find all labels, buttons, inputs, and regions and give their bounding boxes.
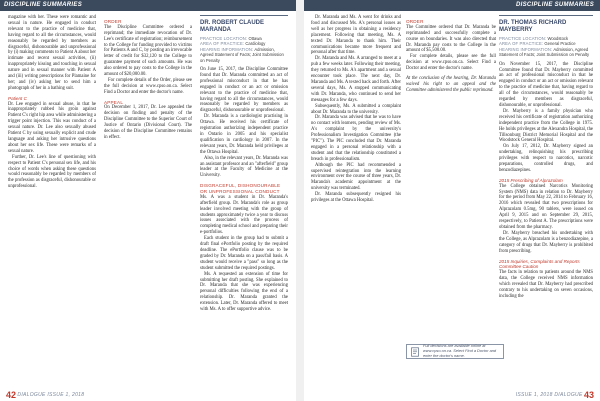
publication-right: ISSUE 1, 2018 DIALOGUE [515,391,583,398]
section-rule [499,15,593,16]
subheading-patient-c: Patient C [8,95,27,101]
column-3 [311,15,401,204]
right-footer [516,391,594,399]
paragraph: Dr. Maranda and Ms. A arranged to meet at a pub a few weeks later. Following their meeting, they returned to Ms. A's apartment and a sexual encounter took place. The next day, Dr. Maranda and Ms. A texted back and forth. After several days, Ms. A stopped communicating with Dr. Maranda, who continued to send her messages for a few days. [311,56,401,103]
area-of-practice: AREA OF PRACTICE: General Practice [499,41,576,47]
paragraph: Dr. Maranda and Ms. A went for drinks and food and discussed Ms. A's personal issues as well as her progress in obtaining a residency placement. Following that meeting, Ms. A texted Dr. Maranda to thank him. Their communications became more frequent and personal after that time. [311,15,401,56]
paragraph: The Discipline Committee ordered a reprimand; the immediate revocation of Dr. Lee's certificate of registration; reimbursement to the College for funding provided to victims for Patients A and C, by posting an irrevocable letter of credit for $32,120 to the College to guarantee payment of such amounts. He was also ordered to pay costs to the College in the amount of $20,000.00. [104,24,192,78]
section-rule [200,15,288,16]
column-1 [8,15,96,190]
paragraph-italic: At the conclusion of the hearing, Dr. Maranda waived his right to an appeal and the Committee administered the public reprimand. [406,76,496,93]
paragraph: For complete details of the Order, please see the full decision at www.cpso.on.ca. Select Find a Doctor and enter the doctor's name. [104,77,192,95]
note-text: Full decisions are available online at www.cpso.on.ca. Select Find a Doctor and enter the doctor's name. [423,343,497,358]
paragraph: Each student in the group had to submit a draft final ePortfolio posting by the required deadline. The ePortfolio clause was to be graded by Dr. Maranda on a pass/fail basis. A student would receive a "pass" so long as the student submitted the required postings. [200,236,288,271]
paragraph: On June 15, 2017, the Discipline Committee found that Dr. Maranda committed an act of professional misconduct in that he has engaged in conduct or an act or omission relevant to the practice of medicine that, having regard to all the circumstances, would reasonably be regarded by members as disgraceful, dishonourable or unprofessional. [200,67,288,114]
left-header-bar [0,0,296,11]
document-icon [410,347,420,357]
paragraph: Dr. Maranda is a cardiologist practising in Ottawa. He received his certificate of registration authorizing independent practice in Ontario in 2005 and his specialist qualification in cardiology in 2007. In the relevant years, Dr. Maranda held privileges at the Ottawa Hospital. [200,114,288,155]
paragraph: Dr. Mayberry is a family physician who received his certificate of registration authorizing independent practice from the College in 1975. He holds privileges at the Alexandra Hospital, the Tillsonburg District Memorial Hospital and the Woodstock General Hospital. [499,108,593,144]
page-number-right: 43 [583,389,594,400]
paragraph: Subsequently, Ms. A submitted a complaint about Dr. Maranda to the university. [311,103,401,115]
paragraph: For complete details, please see the full decision at www.cpso.on.ca. Select Find a Doctor and enter the doctor's name. [406,54,496,72]
paragraph: The facts in relation to patients around the NMS data, the College received NMS information which revealed that Dr. Mayberry had prescribed contrary to his undertaking on seven occasions, including the [499,270,593,299]
left-header-label: DISCIPLINE SUMMARIES [4,2,83,8]
section-heading-order: ORDER [104,19,122,24]
column-2 [200,15,288,313]
physician-name: DR. ROBERT CLAUDE MARANDA [200,20,264,33]
area-of-practice: AREA OF PRACTICE: Cardiology [200,41,266,47]
publication-left: DIALOGUE ISSUE 1, 2018 [17,391,85,398]
paragraph: Ms. A requested an extension of time for submitting her draft posting. She explained to Dr. Maranda that she was experiencing personal difficulties following the end of a relationship. Dr. Maranda granted the extension. Later, Dr. Maranda offered to meet with Ms. A to offer supportive advice. [200,271,288,313]
column-5 [406,15,496,94]
paragraph: The Committee ordered that Dr. Maranda be reprimanded and successfully complete a course on boundaries. It was also directed that Dr. Maranda pay costs to the College in the amount of $5,500.00. [406,24,496,54]
paragraph: On December 1, 2017, Dr. Lee appealed the decision on finding and penalty of the Discipline Committee to the Superior Court of Justice of Ontario (Divisional Court). The decision of the Discipline Committee remains in effect. [104,105,192,140]
section-heading-conduct: DISGRACEFUL, DISHONOURABLE OR UNPROFESSIONAL CONDUCT [200,183,281,195]
subheading-icrc-caution: 2015 Inquiries, Complaints and Reports Committee Caution [499,258,580,270]
paragraph: Also, in the relevant years, Dr. Maranda was an assistant professor and an "afterfield" group leader at the Faculty of Medicine at the University. [200,155,288,179]
column-6 [499,15,593,300]
paragraph: magazine with her. These were romantic and sexual in nature. He engaged in conduct relevant to the practice of medicine that, having regard to all the circumstances, would reasonably be regarded by members as disgraceful, dishonourable and unprofessional by (i) making comments to Patient A about her intimate and recent sexual activities, (ii) inappropriately kissing and touching in sexual nature and in sexual manner with Patient A and (iii) writing prescriptions for Plamaine for her; and (iv) asking her to send him a photograph of her in a bathing suit. [8,15,96,91]
section-heading-appeal: APPEAL [104,99,124,105]
paragraph: On July 17, 2012, Dr. Mayberry signed an undertaking, relinquishing his prescribing privileges with respect to narcotics, narcotic preparations, controlled drugs, and benzodiazepines. [499,144,593,173]
subheading-alprazolam: 2015 Prescribing of Alprazolam [499,177,563,183]
paragraph: The College obtained Narcotics Monitoring System (NMS) data in relation to Dr. Mayberry for the period from May 22, 2014 to February 16, 2016 which revealed that two prescriptions for Alprazolam 0.5mg, 90 tablets, were issued on April 9, 2015 and on September 29, 2015, respectively, to Patient A. The prescriptions were obtained from the pharmacy. [499,183,593,230]
right-header-bar [304,0,600,11]
practice-location: PRACTICE LOCATION: Woodstock [499,36,569,41]
paragraph: Dr. Maranda subsequently resigned his privileges at the Ottawa Hospital. [311,192,401,204]
paragraph: Although the PIC had recommended a supervised reintegration into the learning environment over the course of three years, Dr. Maranda's academic appointment at the university was terminated. [311,162,401,192]
paragraph: Dr. Lee engaged in sexual abuse, in that he inappropriately rubbed his groin against Patient C's right hip area while administering a trigger point injection. This was conduct of a sexual nature. Dr. Lee also sexually abused Patient C by using sexually explicit and crude language and asking her intrusive questions about her sex life. These were remarks of a sexual nature. [8,101,96,154]
left-footer [6,391,84,399]
physician-name: DR. THOMAS RICHARD MAYBERRY [499,20,567,33]
hearing-information: HEARING INFORMATION: Admission, Agreed Statement of Facts; Joint Submission on Penalty [499,46,590,58]
hearing-information: HEARING INFORMATION: Admission, Agreed Statement of Facts; Joint Submission on Penalty [200,46,284,63]
practice-location: PRACTICE LOCATION: Ottawa [200,36,262,41]
paragraph: On November 15, 2017, the Discipline Committee found that Dr. Mayberry committed an act of professional misconduct in that he engaged in conduct or an act or omission relevant to the practice of medicine that, having regard to all of the circumstances, would reasonably be regarded by members as disgraceful, dishonourable, or unprofessional. [499,61,593,108]
section-heading-order: ORDER [406,19,424,24]
paragraph: Dr. Maranda was advised that he was to have no contact with learners, pending review of Ms. A's complaint by the university's Professionalism Investigation Committee (the "PIC"). The PIC concluded that Dr. Maranda engaged in a personal relationship with a student and that the relationship constituted a breach in professionalism. [311,115,401,162]
paragraph: Further, Dr. Lee's line of questioning with respect to Patient C's personal sex life, and his choice of words when asking these questions would reasonably be regarded by members of the profession as disgraceful, dishonourable or unprofessional. [8,154,96,190]
page-number-left: 42 [6,389,17,400]
right-header-label: DISCIPLINE SUMMARIES [515,2,594,8]
column-4 [104,15,192,141]
paragraph: Ms. A was a student in Dr. Maranda's afterfield group. Dr. Maranda's role as group leader involved meeting with the group of students approximately twice a year to discuss issues associated with the process of completing medical school and preparing their e-portfolios. [200,194,288,236]
page-gutter [296,0,304,401]
paragraph: Dr. Mayberry breached his undertaking with the College, as Alprazolam is a benzodiazepine, a category of drugs that Dr. Mayberry is prohibited from prescribing. [499,230,593,254]
full-decisions-note [406,344,504,359]
